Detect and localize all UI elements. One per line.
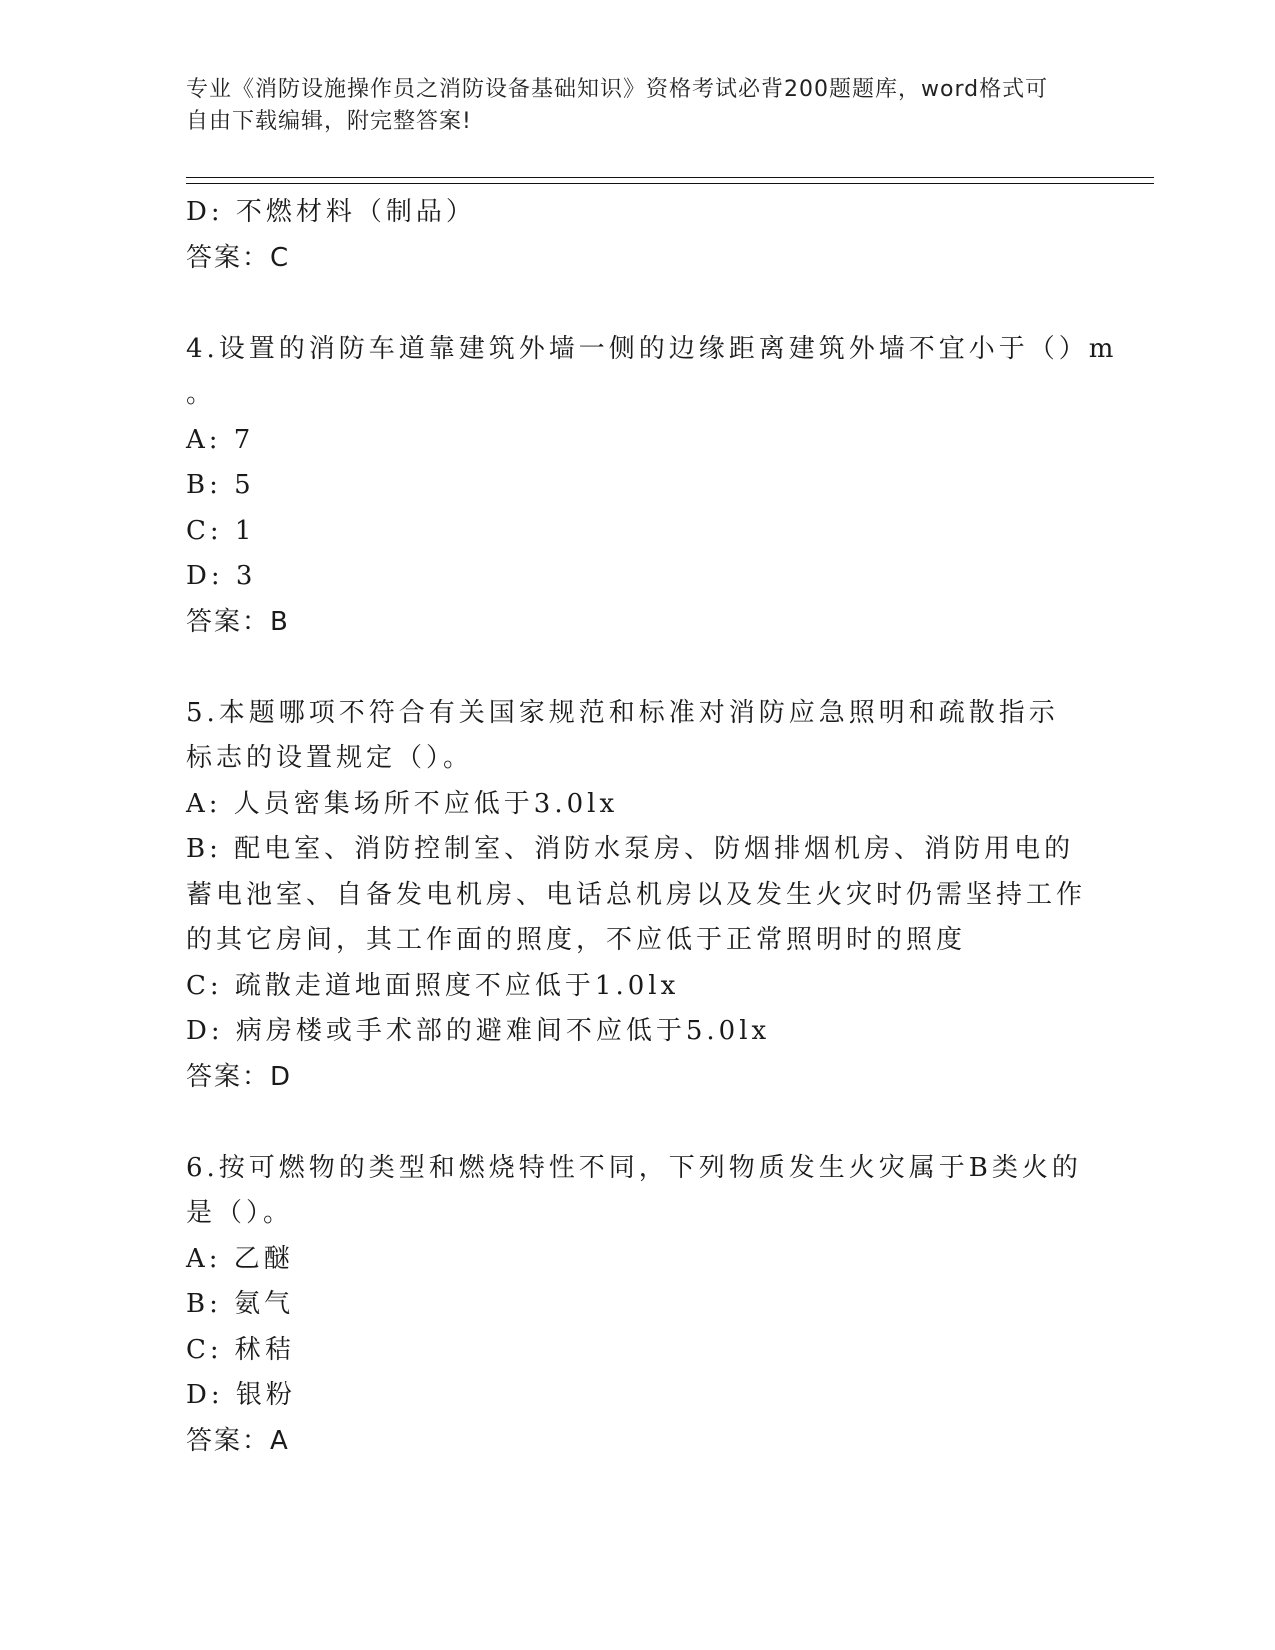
spacer: [186, 281, 1086, 327]
answer: 答案：A: [186, 1425, 290, 1456]
option-d: D: 3: [186, 561, 257, 591]
spacer: [186, 1100, 1086, 1146]
question-stem: 6.按可燃物的类型和燃烧特性不同，下列物质发生火灾属于B类火的是（）。: [186, 1152, 1082, 1228]
question-5: [186, 691, 1086, 1101]
document-header: 专业《消防设施操作员之消防设备基础知识》资格考试必背200题题库，word格式可自由下载编辑，附完整答案!: [186, 77, 1049, 134]
option-c: C: 1: [186, 515, 256, 546]
question-content: [186, 190, 1118, 1464]
option-b: B: 配电室、消防控制室、消防水泵房、防烟排烟机房、消防用电的蓄电池室、自备发电机房、电话总机房以及发生火灾时仍需坚持工作的其它房间，其工作面的照度，不应低于正常照明时的照度: [186, 834, 1087, 955]
question-4: [186, 327, 1118, 646]
answer: 答案：C: [186, 242, 291, 273]
spacer: [186, 645, 1086, 691]
option-d: D: 病房楼或手术部的避难间不应低于5.0lx: [186, 1016, 771, 1046]
question-stem: 5.本题哪项不符合有关国家规范和标准对消防应急照明和疏散指示标志的设置规定（）。: [186, 697, 1059, 773]
option-b: B: 氨气: [186, 1289, 295, 1319]
question-6: [186, 1146, 1086, 1465]
question-3-tail: [186, 190, 1086, 281]
question-stem: 4.设置的消防车道靠建筑外墙一侧的边缘距离建筑外墙不宜小于（）m: [186, 333, 1118, 364]
option-a: A: 7: [186, 424, 255, 455]
option-c: C: 秫秸: [186, 1334, 295, 1365]
header-rule-top: [186, 177, 1154, 178]
question-stem-continued: 。: [186, 379, 217, 409]
option-a: A: 乙醚: [186, 1243, 294, 1274]
option-b: B: 5: [186, 470, 255, 500]
answer: 答案：D: [186, 1061, 293, 1092]
option-d: D: 不燃材料（制品）: [186, 197, 476, 227]
header-rule-bottom: [186, 183, 1154, 184]
option-c: C: 疏散走道地面照度不应低于1.0lx: [186, 970, 680, 1001]
answer: 答案：B: [186, 606, 290, 637]
option-d: D: 银粉: [186, 1380, 296, 1410]
option-a: A: 人员密集场所不应低于3.0lx: [186, 788, 619, 819]
